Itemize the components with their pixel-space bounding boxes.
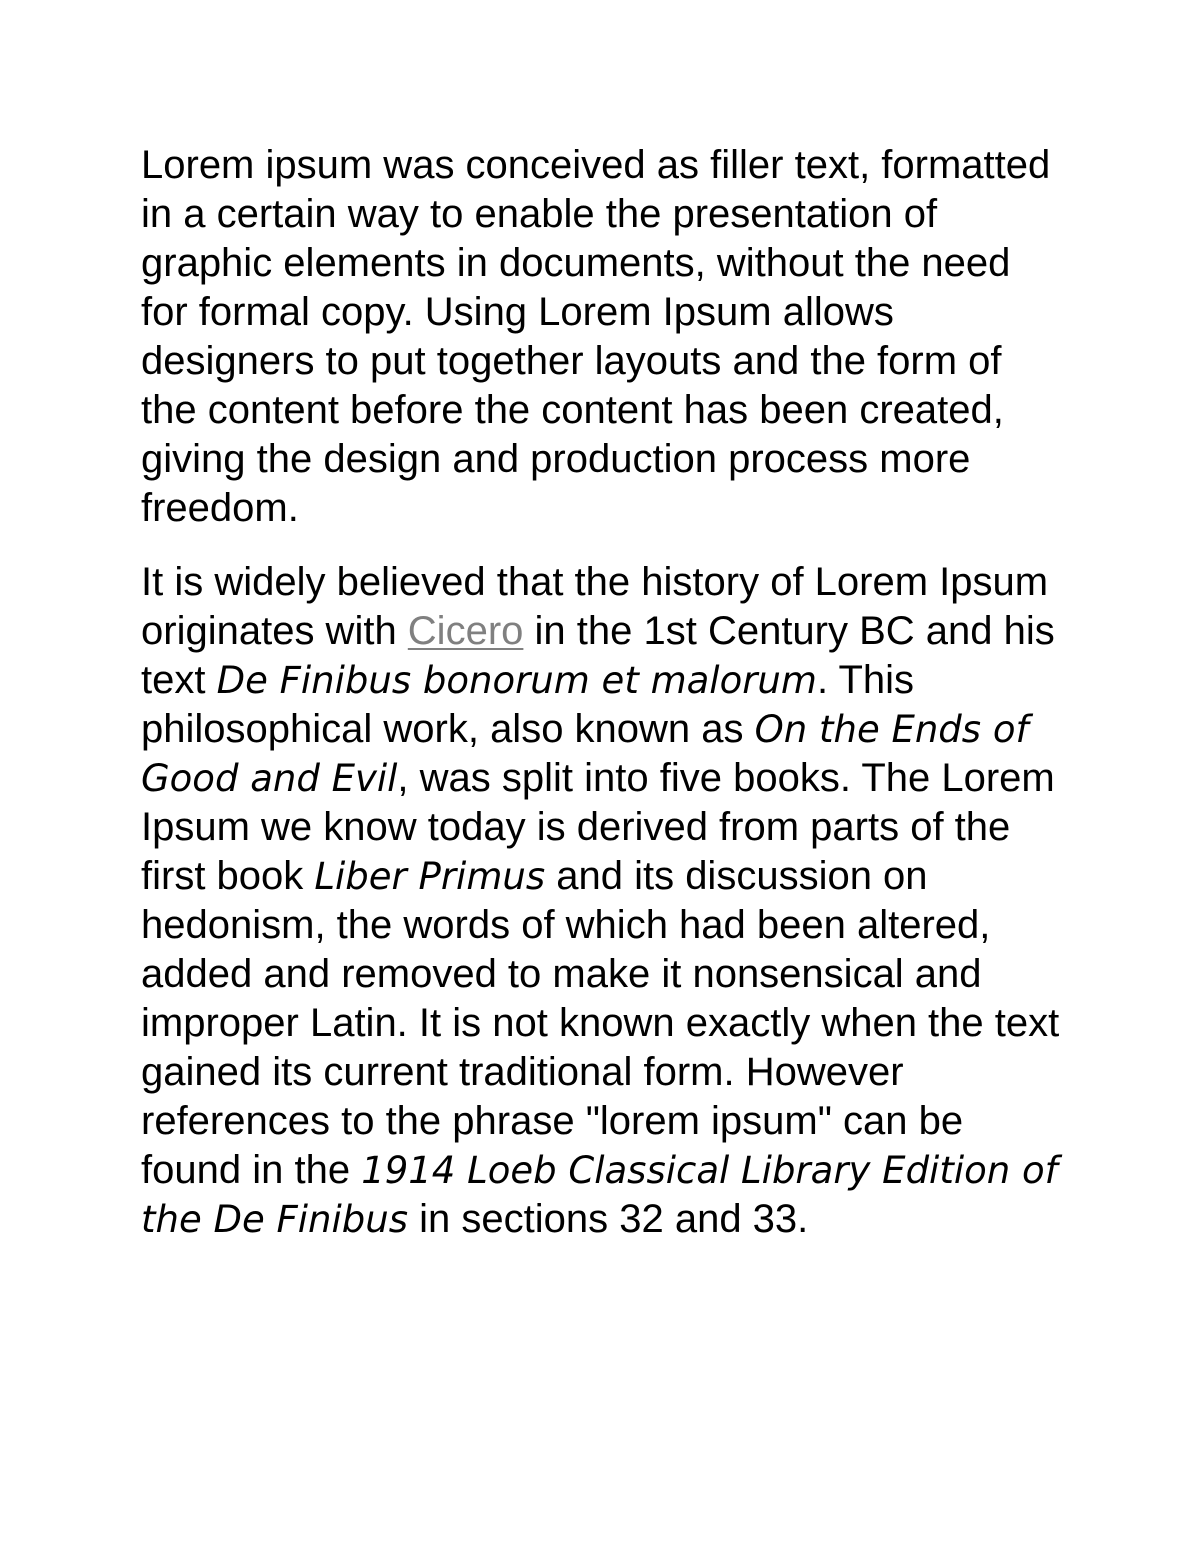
paragraph-filler-text: Lorem ipsum was conceived as filler text, formatted in a certain way to enable the presentation of graphic elements in documents, without the need for formal copy. Using Lorem Ipsum allows designers to put together layouts and the form of the content before the content has been created, giving the design and production process more freedom.: [141, 143, 1051, 530]
history-text-4: , was split into five books. The Lorem Ipsum we know today is derived from parts of the first book: [141, 756, 1055, 898]
title-loeb-edition: 1914 Loeb Classical Library Edition of the De Finibus: [141, 1149, 1058, 1241]
history-text-2: in the 1st Century BC and his text: [141, 609, 1055, 702]
history-text-6: in sections 32 and 33.: [408, 1197, 809, 1241]
paragraph-history: [141, 558, 1061, 1244]
history-text-1: It is widely believed that the history of Lorem Ipsum originates with: [141, 560, 1049, 653]
title-de-finibus: De Finibus bonorum et malorum: [216, 659, 817, 702]
cicero-link[interactable]: Cicero: [407, 609, 524, 653]
document-page: [141, 141, 1061, 1244]
history-text-5: and its discussion on hedonism, the words of which had been altered, added and removed to make it nonsensical and improper Latin. It is not known exactly when the text gained its current traditional form. However references to the phrase "lorem ipsum" can be found in the: [141, 854, 1060, 1192]
title-liber-primus: Liber Primus: [314, 855, 546, 898]
title-on-the-ends: On the Ends of Good and Evil: [141, 708, 1029, 800]
history-text-3: . This philosophical work, also known as: [141, 658, 915, 751]
